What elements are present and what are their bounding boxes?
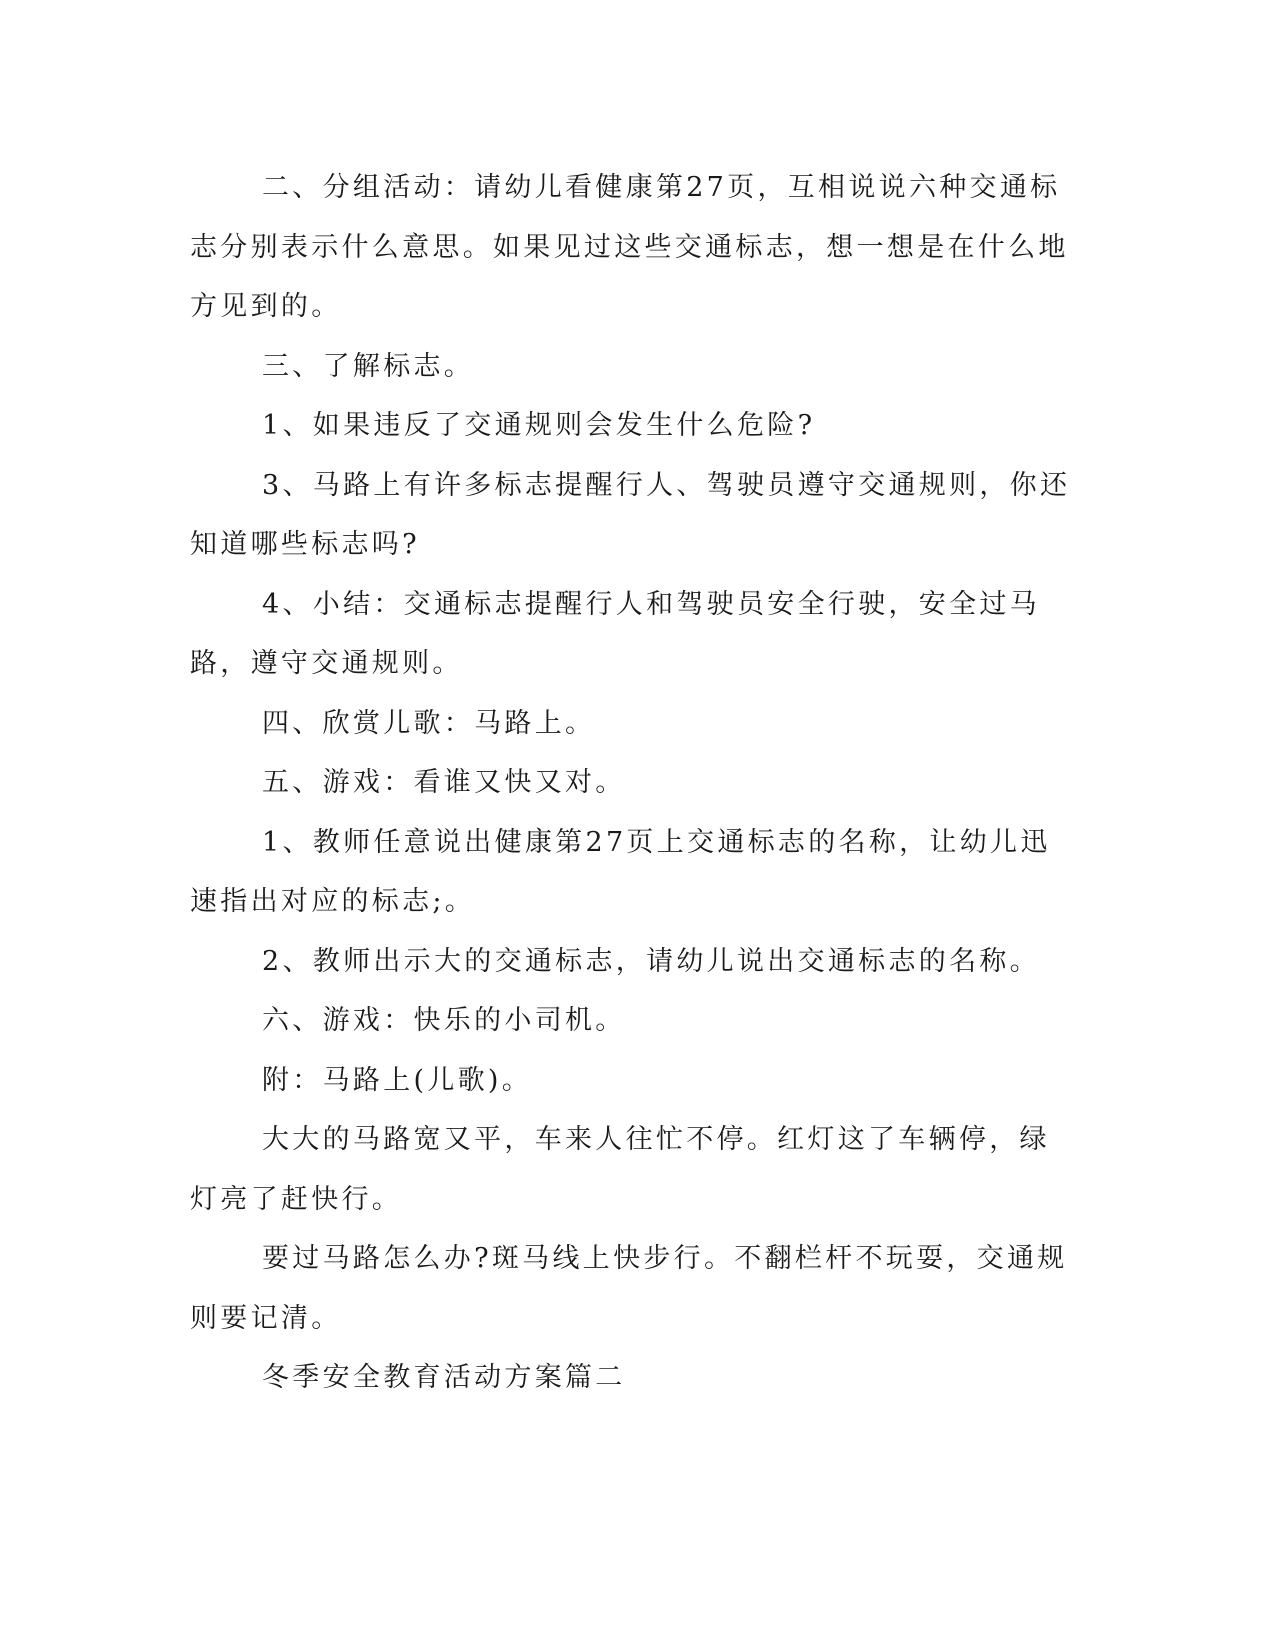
section-heading: 冬季安全教育活动方案篇二 xyxy=(262,1362,626,1393)
paragraph-question-signs: 3、马路上有许多标志提醒行人、驾驶员遵守交通规则，你还知道哪些标志吗? xyxy=(190,469,1071,560)
paragraph-group-activity: 二、分组活动：请幼儿看健康第27页，互相说说六种交通标志分别表示什么意思。如果见过这些交通标志，想一想是在什么地方见到的。 xyxy=(190,172,1069,322)
paragraph-understand-signs: 三、了解标志。 xyxy=(262,350,475,382)
paragraph-game-step-2: 2、教师出示大的交通标志，请幼儿说出交通标志的名称。 xyxy=(262,945,1040,977)
paragraph-game-step-1: 1、教师任意说出健康第27页上交通标志的名称，让幼儿迅速指出对应的标志;。 xyxy=(190,826,1051,917)
document-body xyxy=(190,158,1078,1408)
paragraph-question-danger: 1、如果违反了交通规则会发生什么危险? xyxy=(262,410,816,441)
paragraph-rhyme-verse-2: 要过马路怎么办?斑马线上快步行。不翻栏杆不玩耍，交通规则要记清。 xyxy=(190,1243,1068,1334)
paragraph-game-quick: 五、游戏：看谁又快又对。 xyxy=(262,767,626,798)
paragraph-appendix-title: 附：马路上(儿歌)。 xyxy=(262,1064,533,1096)
paragraph-rhyme-verse-1: 大大的马路宽又平，车来人往忙不停。红灯这了车辆停，绿灯亮了赶快行。 xyxy=(190,1124,1050,1215)
paragraph-game-driver: 六、游戏：快乐的小司机。 xyxy=(262,1005,626,1036)
paragraph-summary: 4、小结：交通标志提醒行人和驾驶员安全行驶，安全过马路，遵守交通规则。 xyxy=(190,588,1040,679)
paragraph-nursery-rhyme: 四、欣赏儿歌：马路上。 xyxy=(262,707,596,739)
